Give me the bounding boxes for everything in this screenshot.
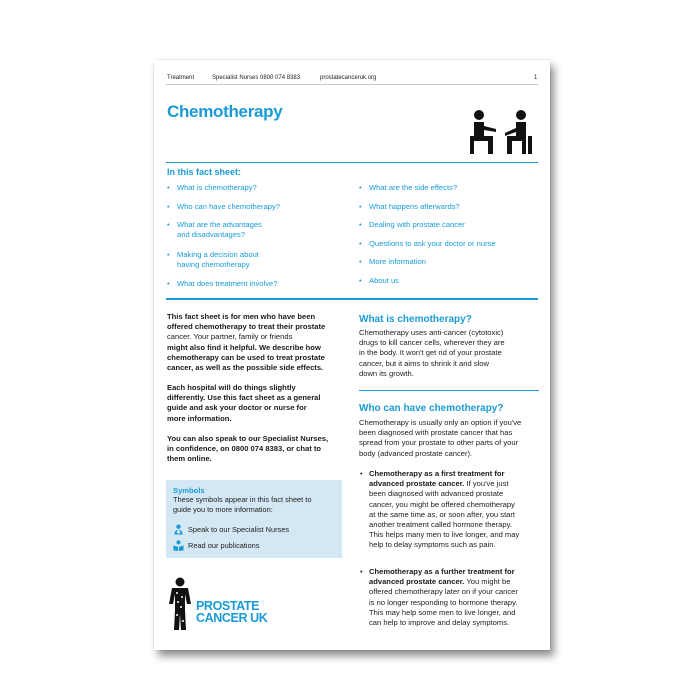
section-divider: [359, 390, 539, 391]
nurse-icon: [173, 524, 184, 535]
what-is-heading: What is chemotherapy?: [359, 314, 472, 325]
toc-link-afterwards[interactable]: • What happens afterwards?: [359, 202, 460, 212]
header-website: prostatecanceruk.org: [320, 75, 377, 81]
header-page-number: 1: [534, 75, 538, 81]
toc-link-decision-cont[interactable]: having chemotherapy: [177, 260, 250, 269]
toc-link-advantages-cont[interactable]: and disadvantages?: [177, 230, 245, 239]
symbols-box: [166, 480, 342, 558]
page-title: Chemotherapy: [167, 102, 283, 121]
title-divider: [166, 162, 538, 163]
intro-paragraph-3: You can also speak to our Specialist Nurses, in confidence, on 0800 074 8383, or chat to them online.: [167, 434, 329, 464]
toc-link-advantages[interactable]: • What are the advantages: [167, 220, 262, 230]
man-figure-logo-icon: [168, 577, 192, 631]
toc-divider: [166, 298, 538, 300]
toc-link-dealing[interactable]: • Dealing with prostate cancer: [359, 220, 465, 230]
who-can-heading: Who can have chemotherapy?: [359, 403, 504, 414]
toc-link-what-is[interactable]: • What is chemotherapy?: [167, 183, 257, 193]
what-is-paragraph: Chemotherapy uses anti-cancer (cytotoxic) drugs to kill cancer cells, wherever they are in the body. It won't get rid of your prostate cancer, but it aims to shrink it and slow down its growth.: [359, 328, 505, 378]
symbol-item-nurses: Speak to our Specialist Nurses: [173, 524, 289, 535]
publications-icon: [173, 540, 184, 551]
toc-link-treatment[interactable]: • What does treatment involve?: [167, 279, 277, 289]
prostate-cancer-uk-logo: [166, 573, 276, 633]
toc-link-about[interactable]: • About us: [359, 276, 399, 286]
header-nurses: Specialist Nurses 0800 074 8383: [212, 75, 301, 81]
header-divider: [166, 84, 538, 85]
intro-paragraph-2: Each hospital will do things slightly differently. Use this fact sheet as a general guide and ask your doctor or nurse for more information.: [167, 383, 321, 423]
symbols-title: Symbols: [173, 486, 205, 495]
intro-paragraph-1: This fact sheet is for men who have been offered chemotherapy to treat their prostate cancer. Your partner, family or friends might also find it helpful. We describe how chemotherapy can be used to treat prostate cancer, as well as the possible side effects.: [167, 312, 326, 373]
header-section: Treatment: [167, 75, 195, 81]
toc-link-more-info[interactable]: • More information: [359, 257, 426, 267]
bullet-further-treatment: • Chemotherapy as a further treatment for advanced prostate cancer. You might be offered chemotherapy later on if your cancer is no longer responding to hormone therapy. This may help some men to live longer, and can help to improve and delay symptoms.: [359, 567, 541, 628]
toc-link-side-effects[interactable]: • What are the side effects?: [359, 183, 457, 193]
fact-sheet-page: [154, 60, 550, 650]
toc-link-questions[interactable]: • Questions to ask your doctor or nurse: [359, 239, 496, 249]
two-people-talking-icon: [466, 108, 536, 158]
logo-wordmark: PROSTATE CANCER UK: [196, 599, 268, 625]
toc-heading: In this fact sheet:: [167, 167, 242, 177]
symbol-item-publications: Read our publications: [173, 540, 260, 551]
bullet-first-treatment: • Chemotherapy as a first treatment for advanced prostate cancer. If you've just been diagnosed with advanced prostate cancer, you might be offered chemotherapy at the same time as, or soon after, you start another treatment called hormone therapy. This helps many men to live longer, and may help to delay symptoms such as pain.: [359, 469, 541, 551]
symbols-description: These symbols appear in this fact sheet to guide you to more information:: [173, 495, 312, 514]
toc-link-who-can[interactable]: • Who can have chemotherapy?: [167, 202, 280, 212]
toc-link-decision[interactable]: • Making a decision about: [167, 250, 259, 260]
who-can-paragraph: Chemotherapy is usually only an option if you've been diagnosed with prostate cancer that has spread from your prostate to other parts of your body (advanced prostate cancer).: [359, 418, 522, 458]
